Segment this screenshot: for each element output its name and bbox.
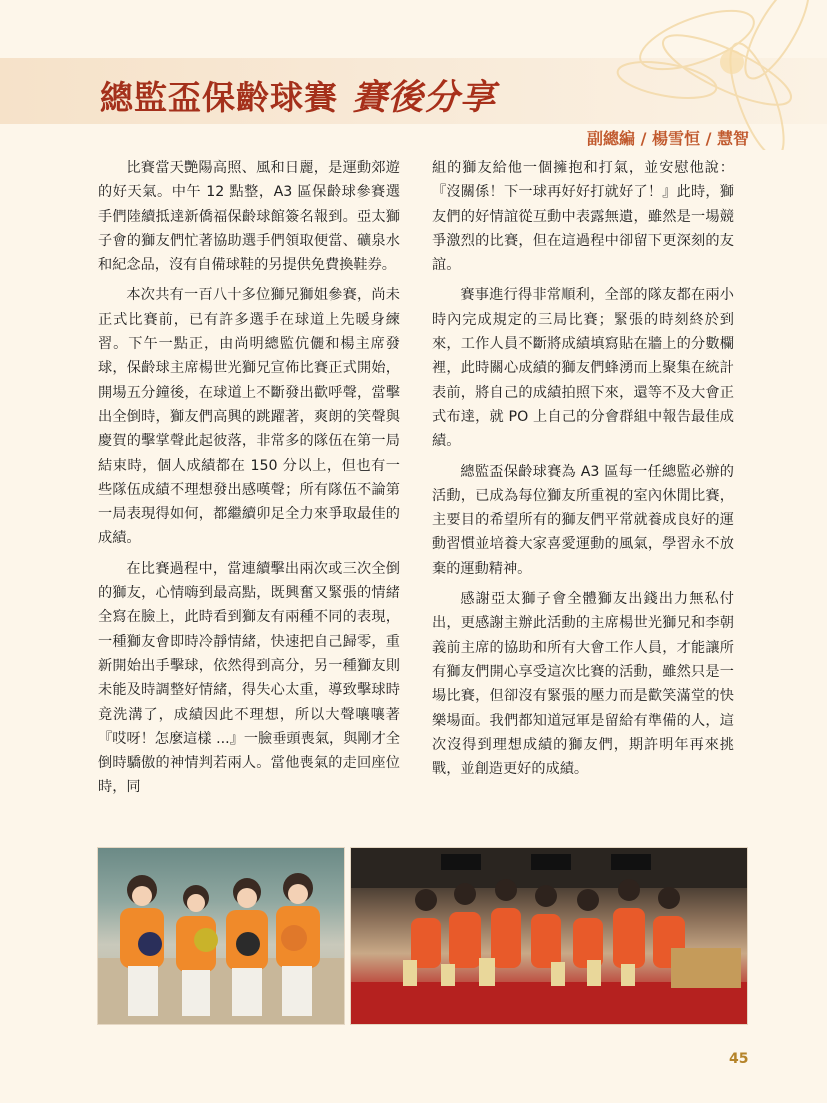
left-column [98, 156, 400, 806]
photo-four-women-bowling [97, 847, 345, 1025]
right-column [432, 156, 734, 787]
byline: 副總編 / 楊雪恒 / 慧智 [587, 129, 749, 148]
paragraph: 本次共有一百八十多位獅兄獅姐參賽，尚未正式比賽前，已有許多選手在球道上先暖身練習。下午一點正，由尚明總監伉儷和楊主席發球，保齡球主席楊世光獅兄宣佈比賽正式開始，開場五分鐘後，在球道上不斷發出歡呼聲，當擊出全倒時，獅友們高興的跳躍著，爽朗的笑聲與慶賀的擊掌聲此起彼落，非常多的隊伍在第一局結束時，個人成績都在 150 分以上，但也有一些隊伍成績不理想發出感嘆聲；所有隊伍不論第一局表現得如何，都繼續卯足全力來爭取最佳的成績。 [98, 287, 400, 547]
paragraph: 比賽當天艷陽高照、風和日麗，是運動郊遊的好天氣。中午 12 點整，A3 區保齡球參賽選手們陸續抵達新僑福保齡球館簽名報到。亞太獅子會的獅友們忙著協助選手們領取便當、礦泉水和紀念品，沒有自備球鞋的另提供免費換鞋券。 [98, 160, 400, 274]
photo-team-with-trophies [350, 847, 748, 1025]
title-sub: 賽後分享 [352, 77, 497, 118]
article-title [100, 70, 496, 120]
page-number: 45 [729, 1051, 749, 1067]
paragraph: 總監盃保齡球賽為 A3 區每一任總監必辦的活動，已成為每位獅友所重視的室內休閒比賽，主要目的希望所有的獅友們平常就養成良好的運動習慣並培養大家喜愛運動的風氣，學習永不放棄的運動精神。 [432, 463, 734, 577]
paragraph: 感謝亞太獅子會全體獅友出錢出力無私付出，更感謝主辦此活動的主席楊世光獅兄和李朝義前主席的協助和所有大會工作人員，才能讓所有獅友們開心享受這次比賽的活動，雖然只是一場比賽，但卻沒有緊張的壓力而是歡笑滿堂的快樂場面。我們都知道冠軍是留給有準備的人，這次沒得到理想成績的獅友們，期許明年再來挑戰，並創造更好的成績。 [432, 591, 734, 778]
paragraph-continued: 組的獅友給他一個擁抱和打氣，並安慰他說：『沒關係！下一球再好好打就好了！』此時，獅友們的好情誼從互動中表露無遺，雖然是一場競爭激烈的比賽，但在這過程中卻留下更深刻的友誼。 [432, 160, 734, 274]
paragraph: 在比賽過程中，當連續擊出兩次或三次全倒的獅友，心情嗨到最高點，既興奮又緊張的情緒全寫在臉上，此時看到獅友有兩種不同的表現，一種獅友會即時冷靜情緒，快速把自己歸零，重新開始出手擊球，依然得到高分，另一種獅友則未能及時調整好情緒，得失心太重，導致擊球時竟洗溝了，成績因此不理想，所以大聲嚷嚷著『哎呀！怎麼這樣 ...』一臉垂頭喪氣，與剛才全倒時驕傲的神情判若兩人。當他喪氣的走回座位時，同 [98, 560, 400, 796]
paragraph: 賽事進行得非常順利，全部的隊友都在兩小時內完成規定的三局比賽；緊張的時刻終於到來，工作人員不斷將成績填寫貼在牆上的分數欄裡，此時關心成績的獅友們蜂湧而上聚集在統計表前，將自己的成績拍照下來，還等不及大會正式布達，就 PO 上自己的分會群組中報告最佳成績。 [432, 287, 734, 450]
title-main: 總監盃保齡球賽 [100, 78, 338, 117]
